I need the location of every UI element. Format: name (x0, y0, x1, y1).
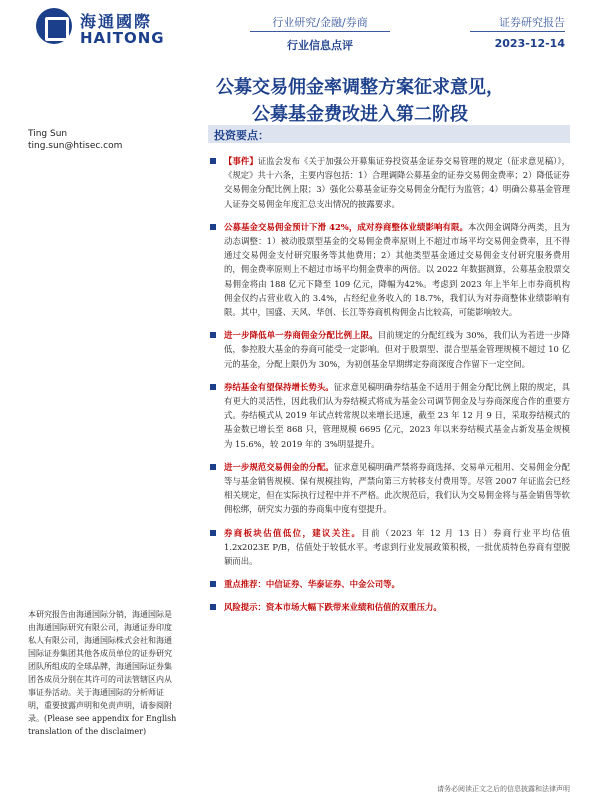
key-point-lead: 券结基金有望保持增长势头。 (224, 381, 334, 392)
haitong-logo-icon (36, 8, 72, 44)
key-point-valuation (210, 526, 570, 569)
key-points-label: 投资要点： (214, 129, 269, 142)
key-point-lead: 【事件】 (224, 156, 258, 166)
key-point-text: 目前规定的分配红线为 30%，我们认为若进一步降低，参控股大基金的券商可能受一定影响。但对于股票型、混合型基金管理规模不超过 10 亿元的基金，分配上限仍为 30%，为初创基金早期绑定券商深度合作留下一定空间。 (224, 330, 570, 369)
author-email: ting.sun@htisec.com (28, 141, 123, 151)
header-divider (470, 31, 565, 32)
key-point-event (210, 154, 570, 211)
key-points-list (210, 154, 570, 624)
key-point-text: 本次佣金调降分两类，且为动态调整：1）被动股票型基金的交易佣金费率原则上不超过市场平均交易佣金费率，且不得通过交易佣金支付研究服务等其他费用；2）其他类型基金通过交易佣金支付研究服务费用的，佣金费率原则上不超过市场平均佣金费率的两倍。以 2022 年数据测算，公募基金股票交易佣金将由 188 亿元下降至 109 亿元，降幅为42%。考虑到 2023 年上半年上市券商机构佣金仅约占营业收入的 3.4%，占经纪业务收入的 18.7%，我们认为对券商整体业绩影响有限。其中，国盛、天风、华创、长江等券商机构佣金占比较高，可能影响较大。 (224, 221, 571, 318)
key-point-regulation (210, 460, 570, 517)
report-category: 行业研究/金融/券商 (272, 16, 368, 29)
key-point-commission-decline (210, 220, 570, 319)
key-point-text: 目前（2023 年 12 月 13 日）券商行业平均估值 1.2x2023E P/B，估值处于较低水平。考虑到行业发展政策积极，一批优质特色券商有望脱颖而出。 (224, 527, 571, 567)
author-name: Ting Sun (28, 129, 68, 139)
author-info (28, 128, 122, 152)
key-point-text: 证监会发布《关于加强公开募集证券投资基金证券交易管理的规定（征求意见稿）》，《规定》共十六条，主要内容包括：1）合理调降公募基金的证券交易佣金费率；2）降低证券交易佣金分配比例上限；3）强化公募基金证券交易佣金分配行为监管；4）明确公募基金管理人证券交易佣金年度汇总支出情况的披露要求。 (224, 156, 571, 209)
key-point-text: 征求意见稿明确券结基金不适用于佣金分配比例上限的规定，具有更大的灵活性，因此我们认为券结模式将成为基金公司调节佣金及与券商深度合作的重要方式。券结模式从 2019 年试点转常规以来增长迅速，截至 23 年 12 月 9 日，采取券结模式的基金数已增长至 868 只，管理规模 6695 亿元，2023 年以来券结模式基金占新发基金规模为 15.6%，较 2019 年的 3%明显提升。 (224, 381, 571, 449)
key-point-risk (210, 600, 570, 614)
key-point-lead: 公募基金交易佣金预计下滑 42%，成对券商整体业绩影响有限。 (224, 221, 469, 232)
logo-english-name: HAITONG (80, 29, 165, 47)
key-point-lead: 券商板块估值低位，建议关注。 (224, 527, 362, 538)
key-point-lead: 风险提示：资本市场大幅下跌带来业绩和估值的双重压力。 (224, 602, 442, 613)
header-divider (250, 31, 390, 32)
report-header (0, 0, 600, 58)
haitong-logo (36, 8, 176, 52)
report-date: 2023-12-14 (494, 37, 565, 50)
key-point-text: 征求意见稿明确严禁将券商选择、交易单元租用、交易佣金分配等与基金销售规模、保有规模挂钩，严禁向第三方转移支付费用等。尽管 2007 年证监会已经相关规定，但在实际执行过程中并不严格。此次规范后，我们认为交易佣金将与基金销售等软佣松绑，研究实力强的券商集中度有望提升。 (224, 461, 571, 515)
footer-disclaimer: 请务必阅读正文之后的信息披露和法律声明 (437, 785, 570, 793)
report-title-line-2: 公募基金费改进入第二阶段 (252, 104, 468, 125)
key-point-lead: 重点推荐：中信证券、华泰证券、中金公司等。 (224, 579, 400, 590)
report-title (150, 74, 570, 128)
key-point-settlement-funds (210, 380, 570, 451)
distribution-disclaimer: 本研究报告由海通国际分销，海通国际是由海通国际研究有限公司，海通证券印度私人有限公司，海通国际株式会社和海通国际证券集团其他各成员单位的证券研究团队所组成的全球品牌，海通国际证券集团各成员分别在其许可的司法管辖区内从事证券活动。关于海通国际的分析师证明，重要披露声明和免责声明，请参阅附录。(Please see appendix for English translation of the disclaimer) (28, 610, 177, 736)
report-title-line-1: 公募交易佣金率调整方案征求意见， (216, 77, 504, 98)
report-type: 证券研究报告 (499, 16, 565, 29)
key-point-lead: 进一步规范交易佣金的分配。 (224, 461, 334, 472)
key-points-header (208, 125, 570, 143)
report-kind: 行业信息点评 (287, 39, 353, 52)
key-point-allocation-cap (210, 328, 570, 371)
key-point-recommendation (210, 577, 570, 591)
logo-chinese-name: 海通國際 (80, 12, 153, 31)
key-point-lead: 进一步降低单一券商佣金分配比例上限。 (224, 330, 378, 341)
